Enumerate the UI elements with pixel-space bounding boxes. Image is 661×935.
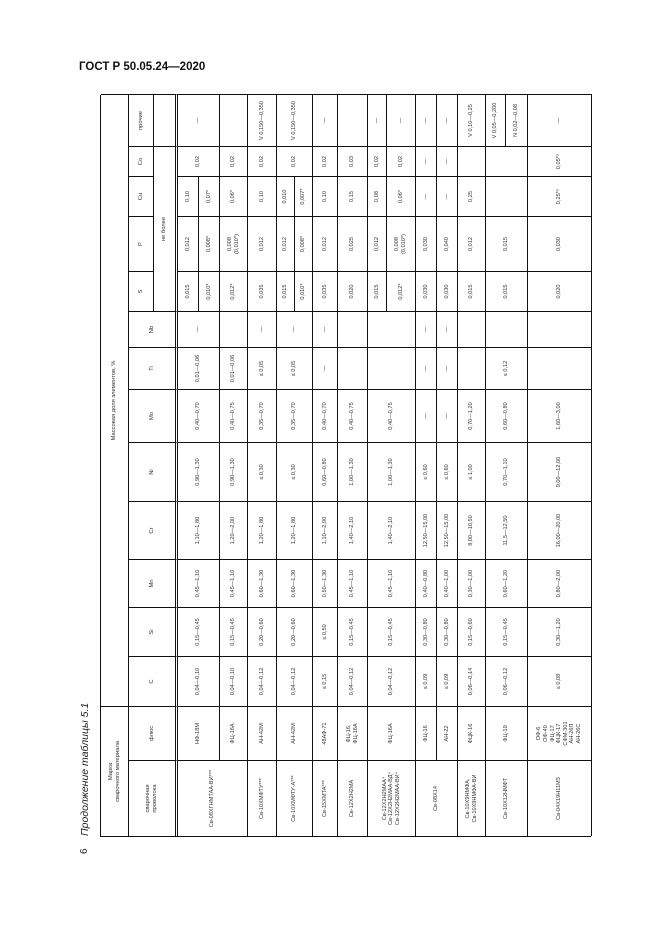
header-c: C [129,656,178,706]
cell-mo: 0,40—0,70 [178,389,220,442]
cell-cu: 0,06* [220,176,248,216]
cell-ni: 0,90—1,30 [178,442,220,501]
header-ti: Ti [129,347,178,389]
cell-co: 0,05*⁵ [528,146,592,176]
header-p: P [129,216,154,271]
header-brand: Марка сварочного материала [101,706,129,836]
cell-ti: 0,01—0,06 [178,347,220,389]
cell-ti-empty [528,347,592,389]
cell-cu: 0,07* [199,176,220,216]
cell-flux: ФЦК-16 [458,706,486,760]
cell-c: 0,04—0,12 [277,656,313,706]
cell-flux: ФЦ-19 [486,706,528,760]
cell-wire: Св-10ХМФТУ-А*** [277,760,313,836]
cell-ni: ≤ 0,60 [437,442,458,501]
cell-flux: ФЦ-16, ФЦ-16А [338,706,368,760]
cell-flux: НФ-18М [178,706,220,760]
cell-si: 0,30—0,80 [416,607,437,656]
cell-cr: 16,00—20,00 [528,501,592,559]
cell-flux: ФЦ-16А [220,706,248,760]
cell-cr: 12,50—15,00 [416,501,437,559]
cell-flux: АН-42М [277,706,313,760]
cell-cu-empty [486,176,528,216]
cell-nb-empty [458,311,486,347]
cell-mo: 0,70—1,20 [458,389,486,442]
cell-mo: 0,40—0,75 [220,389,248,442]
cell-cr: 1,40—2,10 [368,501,416,559]
cell-s: 0,015 [368,271,387,311]
cell-ni: 1,00—1,30 [368,442,416,501]
cell-mo: 0,35—0,70 [248,389,277,442]
cell-flux: ФЦ-16А [368,706,416,760]
cell-co: 0,02 [248,146,277,176]
cell-p: 0,012 [277,216,295,271]
cell-c: ≤ 0,09 [437,656,458,706]
cell-mo: 0,40—0,75 [338,389,368,442]
cell-s: 0,020 [338,271,368,311]
page-number: 6 [79,848,90,854]
cell-co: 0,02 [313,146,338,176]
cell-co: 0,02 [178,146,220,176]
cell-cr: 1,20—2,00 [220,501,248,559]
cell-cu: 0,25 [458,176,486,216]
cell-nb: — [313,311,338,347]
cell-si: 0,15—0,45 [220,607,248,656]
cell-p: 0,012 [368,216,387,271]
cell-s: 0,015 [277,271,295,311]
cell-p: 0,040 [437,216,458,271]
cell-wire: Св-12Х2Н2МАА⁴ Св-12Х2Н2МАА-ВД⁴ Св-12Х2Н2МАА-ВИ⁴ [368,760,416,836]
cell-cu: — [416,176,437,216]
header-other: прочие [129,94,154,146]
cell-si: 0,20—0,60 [277,607,313,656]
cell-p: 0,030 [528,216,592,271]
cell-c: 0,06—0,12 [486,656,528,706]
cell-mo: — [437,389,458,442]
cell-other: V 0,150—0,350 [277,94,313,146]
cell-ni: 0,60—0,80 [313,442,338,501]
cell-cu: — [437,176,458,216]
cell-mn: 0,30—1,00 [458,559,486,607]
cell-mn: 0,50—1,30 [313,559,338,607]
cell-co: 0,02 [387,146,416,176]
cell-c: 0,04—0,12 [338,656,368,706]
cell-other: — [368,94,387,146]
cell-ti: ≤ 0,05 [248,347,277,389]
cell-other: — [313,94,338,146]
cell-nb: — [248,311,277,347]
cell-s: 0,015 [178,271,199,311]
cell-p: 0,012 [248,216,277,271]
cell-nb: — [437,311,458,347]
cell-ti-empty [458,347,486,389]
cell-c: ≤ 0,15 [313,656,338,706]
cell-wire: Св-10ХМФТУ*** [248,760,277,836]
cell-flux: ФЦ-16 [416,706,437,760]
cell-p: 0,008* [295,216,313,271]
cell-cr: 12,50—15,00 [437,501,458,559]
cell-cu: 0,010 [277,176,295,216]
cell-si: 0,15—0,45 [368,607,416,656]
cell-other: V 0,150—0,350 [248,94,277,146]
cell-si: 0,15—0,45 [178,607,220,656]
cell-s: 0,012* [220,271,248,311]
cell-cu: 0,10 [248,176,277,216]
cell-c: 0,04—0,12 [368,656,416,706]
cell-ni: 0,90—1,30 [220,442,248,501]
cell-s: 0,030 [437,271,458,311]
cell-co-empty [486,146,528,176]
cell-cr: 1,40—2,10 [338,501,368,559]
header-s: S [129,271,154,311]
cell-s: 0,015 [486,271,528,311]
cell-p: 0,008 (0,010*) [387,216,416,271]
cell-flux: АН-22 [437,706,458,760]
cell-nb-empty [220,311,248,347]
cell-ti-empty [368,347,416,389]
cell-cr: 1,10—1,80 [178,501,220,559]
cell-flux: 48АФ-71 [313,706,338,760]
cell-cu: 0,15 [338,176,368,216]
cell-other: V 0,05—0,200 [486,94,506,146]
header-ni: Ni [129,442,178,501]
cell-wire: Св-10Х12НМФТ [486,760,528,836]
header-mo: Mo [129,389,178,442]
cell-co: 0,02 [220,146,248,176]
cell-ti: 0,01—0,06 [220,347,248,389]
composition-table [100,95,591,837]
cell-si: 0,30—1,20 [528,607,592,656]
cell-cu: 0,08 [368,176,387,216]
cell-s: 0,020 [528,271,592,311]
cell-si: 0,15—0,45 [338,607,368,656]
cell-co: 0,02 [277,146,313,176]
cell-ni: 0,70—1,10 [486,442,528,501]
header-nb: Nb [129,311,178,347]
cell-s: 0,010* [199,271,220,311]
cell-cu: 0,10 [313,176,338,216]
cell-mo: — [416,389,437,442]
cell-wire: Св-15ХМТА*** [313,760,338,836]
cell-p: 0,008 (0,010*) [220,216,248,271]
cell-mo: 0,40—0,70 [313,389,338,442]
cell-si: 0,15—0,60 [458,607,486,656]
cell-mo: 0,40—0,75 [368,389,416,442]
cell-c: 0,04—0,10 [178,656,220,706]
cell-co: 0,02 [368,146,387,176]
cell-s: 0,035 [248,271,277,311]
cell-ti: ≤ 0,05 [277,347,313,389]
cell-mn: 0,60—1,20 [486,559,528,607]
cell-cu: 0,06* [387,176,416,216]
standard-designation: ГОСТ Р 50.05.24—2020 [79,61,206,73]
cell-wire: Св-08Х14 [416,760,458,836]
cell-co: — [437,146,458,176]
cell-wire: Св-08ХГНМТАА-ВИ*** [178,760,248,836]
cell-mn: 0,60—1,30 [277,559,313,607]
cell-si: 0,15—0,45 [486,607,528,656]
cell-mo: 0,35—0,70 [277,389,313,442]
cell-ni: ≤ 0,30 [248,442,277,501]
cell-cr: 1,20—1,80 [248,501,277,559]
cell-other-empty [338,94,368,146]
cell-wire: Св-04Х19Н11М3 [528,760,592,836]
header-cu: Cu [129,176,154,216]
cell-ti: — [313,347,338,389]
cell-other: — [528,94,592,146]
cell-wire: Св-12Х2Н2МА [338,760,368,836]
cell-s: 0,015 [458,271,486,311]
cell-s: 0,035 [313,271,338,311]
cell-co: 0,03 [338,146,368,176]
cell-nb-empty [486,311,528,347]
cell-mo: 0,60—0,80 [486,389,528,442]
cell-nb-empty [368,311,416,347]
cell-cr: 8,00—10,50 [458,501,486,559]
cell-s: 0,010* [295,271,313,311]
cell-s: 0,030 [416,271,437,311]
cell-ni: 9,00—12,00 [528,442,592,501]
cell-nb: — [277,311,313,347]
cell-c: 0,04—0,10 [220,656,248,706]
cell-cr: 11,5—12,50 [486,501,528,559]
cell-ti: — [437,347,458,389]
cell-mn: 0,45—1,10 [338,559,368,607]
cell-mn: 0,40—0,80 [416,559,437,607]
cell-p: 0,015 [486,216,528,271]
cell-cu: 0,007* [295,176,313,216]
cell-s: 0,012* [387,271,416,311]
cell-p: 0,008* [199,216,220,271]
cell-p: 0,030 [416,216,437,271]
cell-p: 0,012 [313,216,338,271]
cell-c: 0,04—0,12 [248,656,277,706]
cell-flux: ОФ-6 ОФ-40 ФЦ-17 ФЦК-17 СФМ-301 АН-26П АН-26С [528,706,592,760]
cell-si: ≤ 0,50 [313,607,338,656]
header-mn: Mn [129,559,178,607]
cell-mn: 0,45—1,10 [220,559,248,607]
cell-flux: АН-42М [248,706,277,760]
cell-p: 0,025 [338,216,368,271]
cell-nb-empty [338,311,368,347]
cell-c: ≤ 0,08 [528,656,592,706]
header-mass-fraction: Массовая доля элементов, % [101,94,129,706]
cell-other: — [416,94,437,146]
header-co: Co [129,146,154,176]
cell-ni: ≤ 0,30 [277,442,313,501]
cell-mn: 0,45—1,10 [178,559,220,607]
header-wire: сварочная проволока [129,760,178,836]
cell-mo: 1,60—3,00 [528,389,592,442]
cell-c: ≤ 0,09 [416,656,437,706]
cell-si: 0,30—0,80 [437,607,458,656]
cell-co: — [416,146,437,176]
header-flux: флюс [129,706,178,760]
cell-p: 0,012 [458,216,486,271]
cell-other: — [178,94,220,146]
cell-nb: — [416,311,437,347]
cell-cu: 0,25*⁵ [528,176,592,216]
cell-ti: ≤ 0,12 [486,347,528,389]
cell-si: 0,20—0,60 [248,607,277,656]
cell-ti: — [416,347,437,389]
cell-p: 0,012 [178,216,199,271]
cell-cr: 1,10—2,00 [313,501,338,559]
cell-other: — [387,94,416,146]
cell-ni: 1,00—1,30 [338,442,368,501]
cell-mn: 0,80—2,00 [528,559,592,607]
cell-ni: ≤ 0,60 [416,442,437,501]
cell-co-empty [458,146,486,176]
header-other-blank [154,94,178,146]
cell-other: V 0,10—0,25 [458,94,486,146]
cell-nb: — [178,311,220,347]
cell-cr: 1,20—1,80 [277,501,313,559]
cell-other-empty [220,94,248,146]
cell-mn: 0,60—1,30 [248,559,277,607]
cell-ti-empty [338,347,368,389]
cell-wire: Св-10Х9НМФА, Св-10Х9НМФА-ВИ [458,760,486,836]
header-not-more: не более [154,146,178,311]
cell-ni: ≤ 1,00 [458,442,486,501]
cell-c: 0,06—0,14 [458,656,486,706]
header-si: Si [129,607,178,656]
cell-other: N 0,02—0,08 [506,94,528,146]
cell-cu: 0,10 [178,176,199,216]
header-cr: Cr [129,501,178,559]
table-caption: Продолжение таблицы 5.1 [79,702,91,836]
cell-nb-empty [528,311,592,347]
cell-mn: 0,40—1,00 [437,559,458,607]
cell-other: — [437,94,458,146]
cell-mn: 0,45—1,10 [368,559,416,607]
